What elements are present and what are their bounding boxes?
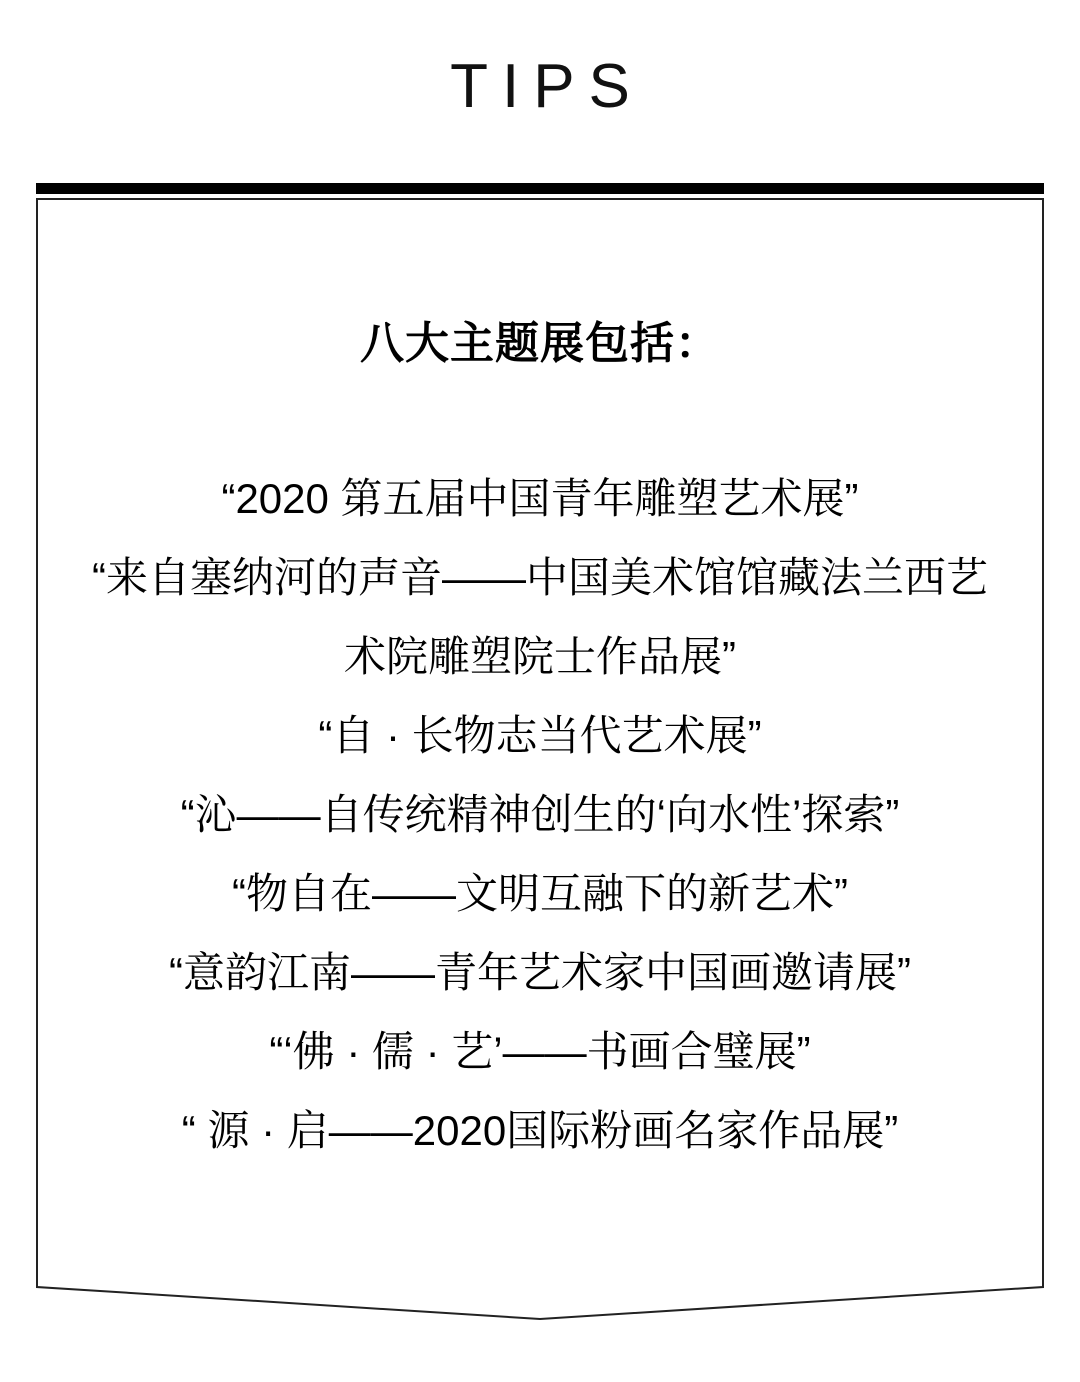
exhibition-item-6-line-1: “意韵江南——青年艺术家中国画邀请展” xyxy=(169,949,911,996)
exhibition-item-5-line-1: “物自在——文明互融下的新艺术” xyxy=(232,870,848,917)
exhibition-item-1-line-1: “2020 第五届中国青年雕塑艺术展” xyxy=(221,475,859,522)
page-title: TIPS xyxy=(450,52,644,121)
banner-heading: 八大主题展包括： xyxy=(360,319,720,368)
exhibition-item-8-line-1: “ 源 · 启——2020国际粉画名家作品展” xyxy=(181,1107,899,1154)
banner-content xyxy=(36,198,1044,1170)
exhibition-item-7-line-1: “‘佛 · 儒 · 艺’——书画合璧展” xyxy=(269,1028,811,1075)
exhibition-item-3-line-1: “自 · 长物志当代艺术展” xyxy=(318,712,762,759)
tips-banner xyxy=(36,198,1044,1320)
exhibition-item-2-line-2: 术院雕塑院士作品展” xyxy=(344,633,736,680)
exhibition-item-2-line-1: “来自塞纳河的声音——中国美术馆馆藏法兰西艺 xyxy=(92,554,988,601)
exhibition-item-4-line-1: “沁——自传统精神创生的‘向水性’探索” xyxy=(180,791,900,838)
divider-bar xyxy=(36,183,1044,194)
